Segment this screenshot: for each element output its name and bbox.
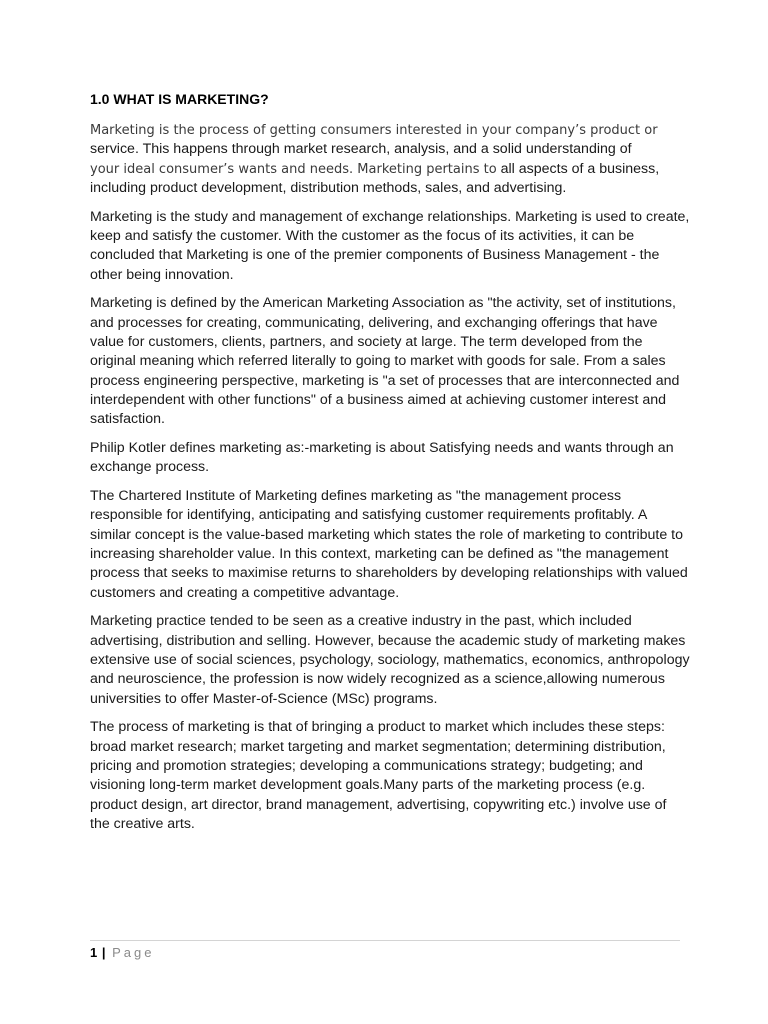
paragraph-ama-definition: Marketing is defined by the American Marketing Association as "the activity, set of institutions, and processes for creating, communicating, delivering, and exchanging offerings that have value for customers, clients, partners, and society at large. The term developed from the original meaning which referred literally to going to market with goods for sale. From a sales process engineering perspective, marketing is "a set of processes that are interconnected and interdependent with other functions" of a business aimed at achieving customer interest and satisfaction. <box>90 295 680 428</box>
intro-paragraph <box>90 121 690 198</box>
page-number: 1 <box>90 945 98 960</box>
document-page <box>90 90 690 844</box>
intro-line-2: service. This happens through market research, analysis, and a solid understanding of <box>90 141 632 158</box>
paragraph-exchange-relationships: Marketing is the study and management of exchange relationships. Marketing is used to create, keep and satisfy the customer. With the customer as the focus of its activities, it can be concluded that Marketing is one of the premier components of Business Management - the other being innovation. <box>90 208 690 283</box>
page-footer <box>90 940 680 962</box>
page-label: Page <box>112 945 155 960</box>
intro-line-3a: your ideal consumer’s wants and needs. Marketing pertains to <box>90 161 497 177</box>
section-heading: 1.0 WHAT IS MARKETING? <box>90 91 269 107</box>
paragraph-cim-definition: The Chartered Institute of Marketing defines marketing as "the management process responsible for identifying, anticipating and satisfying customer requirements profitably. A similar concept is the value-based marketing which states the role of marketing to contribute to increasing shareholder value. In this context, marketing can be defined as "the management process that seeks to maximise returns to shareholders by developing relationships with valued customers and creating a competitive advantage. <box>90 488 688 601</box>
intro-line-1: Marketing is the process of getting consumers interested in your company’s product or <box>90 123 658 138</box>
page-separator: | <box>101 945 106 960</box>
paragraph-kotler-definition: Philip Kotler defines marketing as:-marketing is about Satisfying needs and wants through an exchange process. <box>90 439 674 476</box>
paragraph-marketing-process: The process of marketing is that of bringing a product to market which includes these steps: broad market research; market targeting and market segmentation; determining distribution, pricing and promotion strategies; developing a communications strategy; budgeting; and visioning long-term market development goals.Many parts of the marketing process (e.g. product design, art director, brand management, advertising, copywriting etc.) involve use of the creative arts. <box>90 719 667 832</box>
intro-line-3b: all aspects of a business, <box>496 160 660 177</box>
paragraph-marketing-practice: Marketing practice tended to be seen as a creative industry in the past, which included advertising, distribution and selling. However, because the academic study of marketing makes extensive use of social sciences, psychology, sociology, mathematics, economics, anthropology and neuroscience, the profession is now widely recognized as a science,allowing numerous universities to offer Master-of-Science (MSc) programs. <box>90 613 690 707</box>
intro-line-4: including product development, distribution methods, sales, and advertising. <box>90 179 567 196</box>
